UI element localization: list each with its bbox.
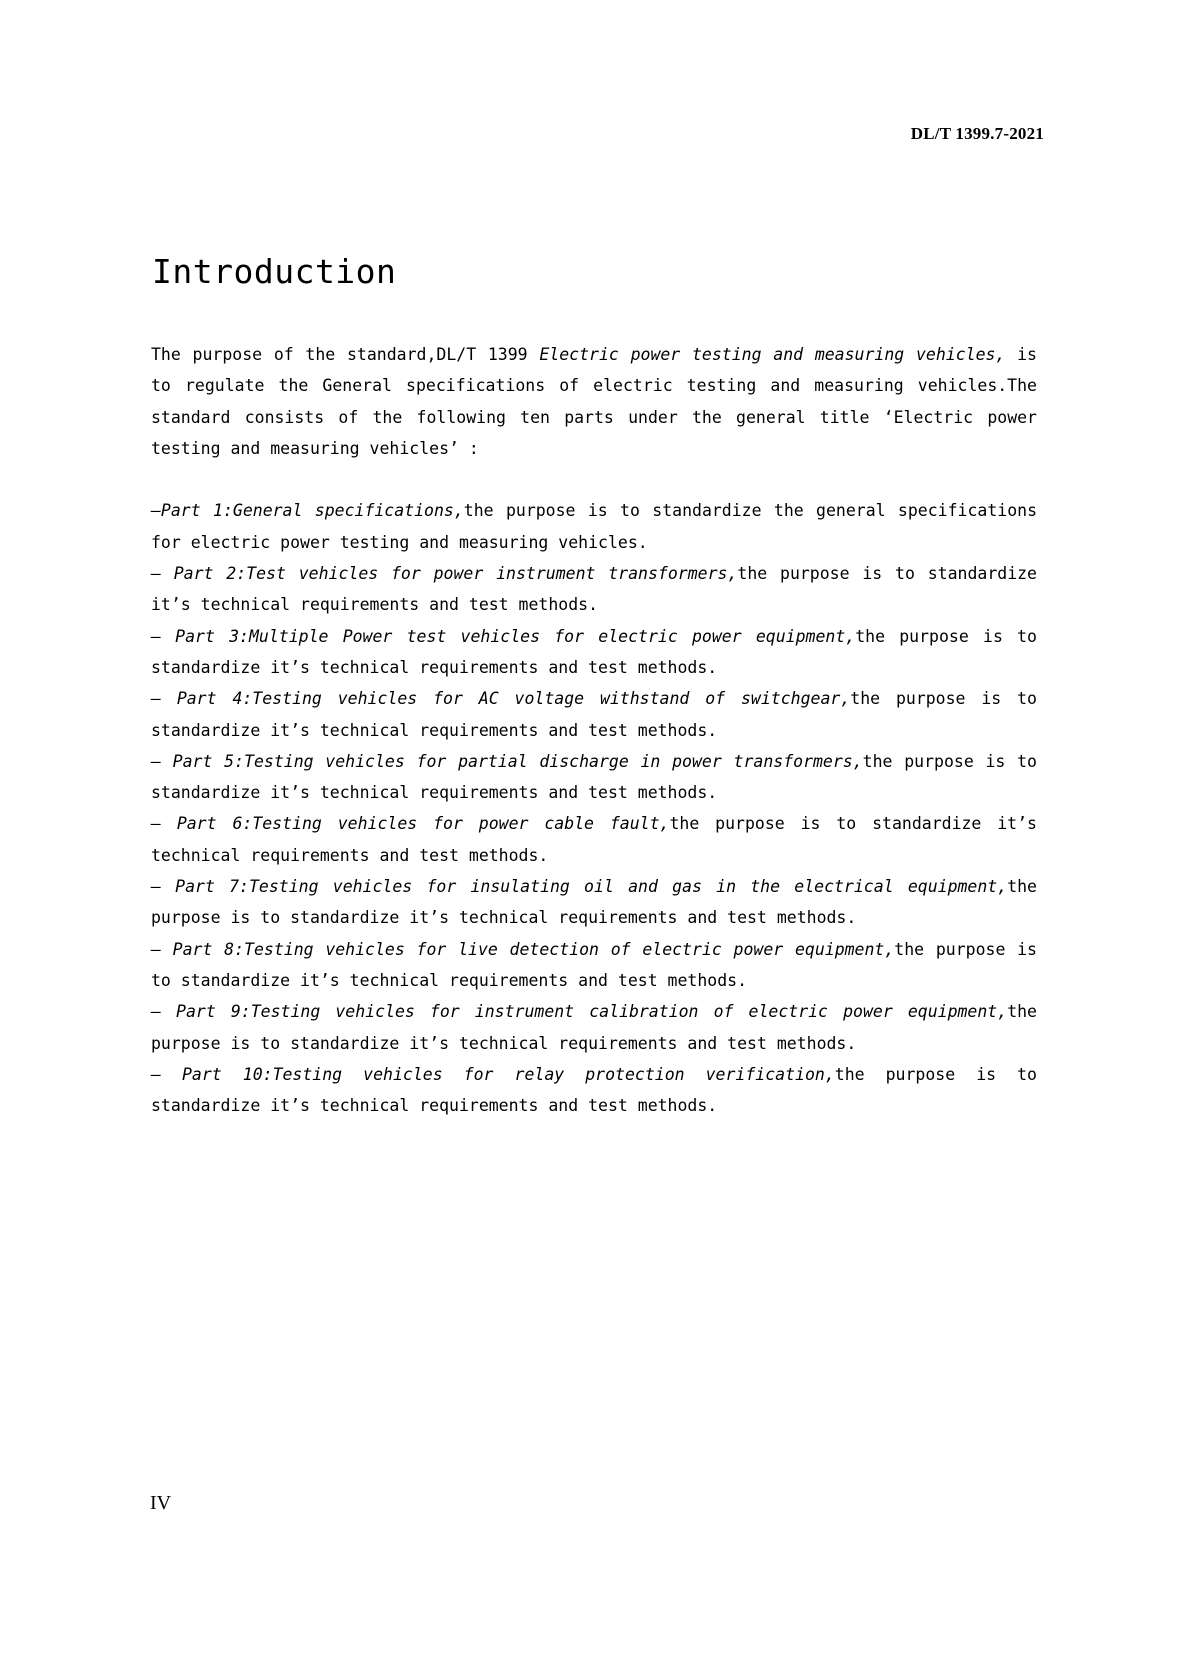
part-title: — Part 6:Testing vehicles for power cable fault, bbox=[151, 814, 670, 834]
parts-list bbox=[151, 495, 1037, 1121]
part-item bbox=[151, 683, 1037, 746]
intro-text-after: is to regulate the General specifications of electric testing and measuring vehicles.The standard consists of the following ten parts under the general title ‘Electric power testing and measuring vehicles’ : bbox=[151, 345, 1037, 458]
part-title: — Part 10:Testing vehicles for relay protection verification, bbox=[151, 1064, 835, 1084]
part-item bbox=[151, 1059, 1037, 1122]
part-item bbox=[151, 996, 1037, 1059]
document-code: DL/T 1399.7-2021 bbox=[910, 124, 1044, 143]
part-item bbox=[151, 495, 1037, 558]
part-item bbox=[151, 558, 1037, 621]
part-title: — Part 8:Testing vehicles for live detection of electric power equipment, bbox=[151, 939, 895, 959]
part-item bbox=[151, 621, 1037, 684]
part-description: the purpose is to standardize it’s technical requirements and test methods. bbox=[151, 751, 1037, 803]
part-item bbox=[151, 871, 1037, 934]
part-description: the purpose is to standardize it’s technical requirements and test methods. bbox=[151, 814, 1037, 865]
part-title: — Part 9:Testing vehicles for instrument calibration of electric power equipment, bbox=[151, 1002, 1008, 1022]
part-title: — Part 5:Testing vehicles for partial discharge in power transformers, bbox=[151, 751, 863, 771]
page-title: Introduction bbox=[152, 252, 397, 291]
part-title: —Part 1:General specifications, bbox=[151, 501, 464, 521]
part-description: the purpose is to standardize it’s technical requirements and test methods. bbox=[151, 626, 1037, 677]
part-description: the purpose is to standardize it’s technical requirements and test methods. bbox=[151, 689, 1037, 740]
part-title: — Part 4:Testing vehicles for AC voltage withstand of switchgear, bbox=[151, 689, 851, 709]
series-title: Electric power testing and measuring vehicles, bbox=[539, 345, 1006, 364]
part-description: the purpose is to standardize it’s technical requirements and test methods. bbox=[151, 939, 1037, 990]
part-item bbox=[151, 934, 1037, 997]
page-number: IV bbox=[150, 1492, 172, 1514]
intro-text-before: The purpose of the standard,DL/T 1399 bbox=[151, 345, 540, 364]
part-description: the purpose is to standardize it’s technical requirements and test methods. bbox=[151, 877, 1037, 928]
intro-paragraph bbox=[151, 339, 1037, 464]
part-title: — Part 7:Testing vehicles for insulating oil and gas in the electrical equipment, bbox=[151, 877, 1008, 897]
part-description: the purpose is to standardize it’s technical requirements and test methods. bbox=[151, 564, 1037, 615]
part-item bbox=[151, 746, 1037, 809]
part-description: the purpose is to standardize it’s technical requirements and test methods. bbox=[151, 1002, 1037, 1053]
part-description: the purpose is to standardize the general specifications for electric power testing and measuring vehicles. bbox=[151, 501, 1038, 552]
part-item bbox=[151, 808, 1037, 871]
part-title: — Part 2:Test vehicles for power instrument transformers, bbox=[151, 564, 738, 584]
part-title: — Part 3:Multiple Power test vehicles for electric power equipment, bbox=[151, 626, 856, 646]
document-body bbox=[151, 339, 1037, 1121]
part-description: the purpose is to standardize it’s technical requirements and test methods. bbox=[151, 1064, 1037, 1116]
